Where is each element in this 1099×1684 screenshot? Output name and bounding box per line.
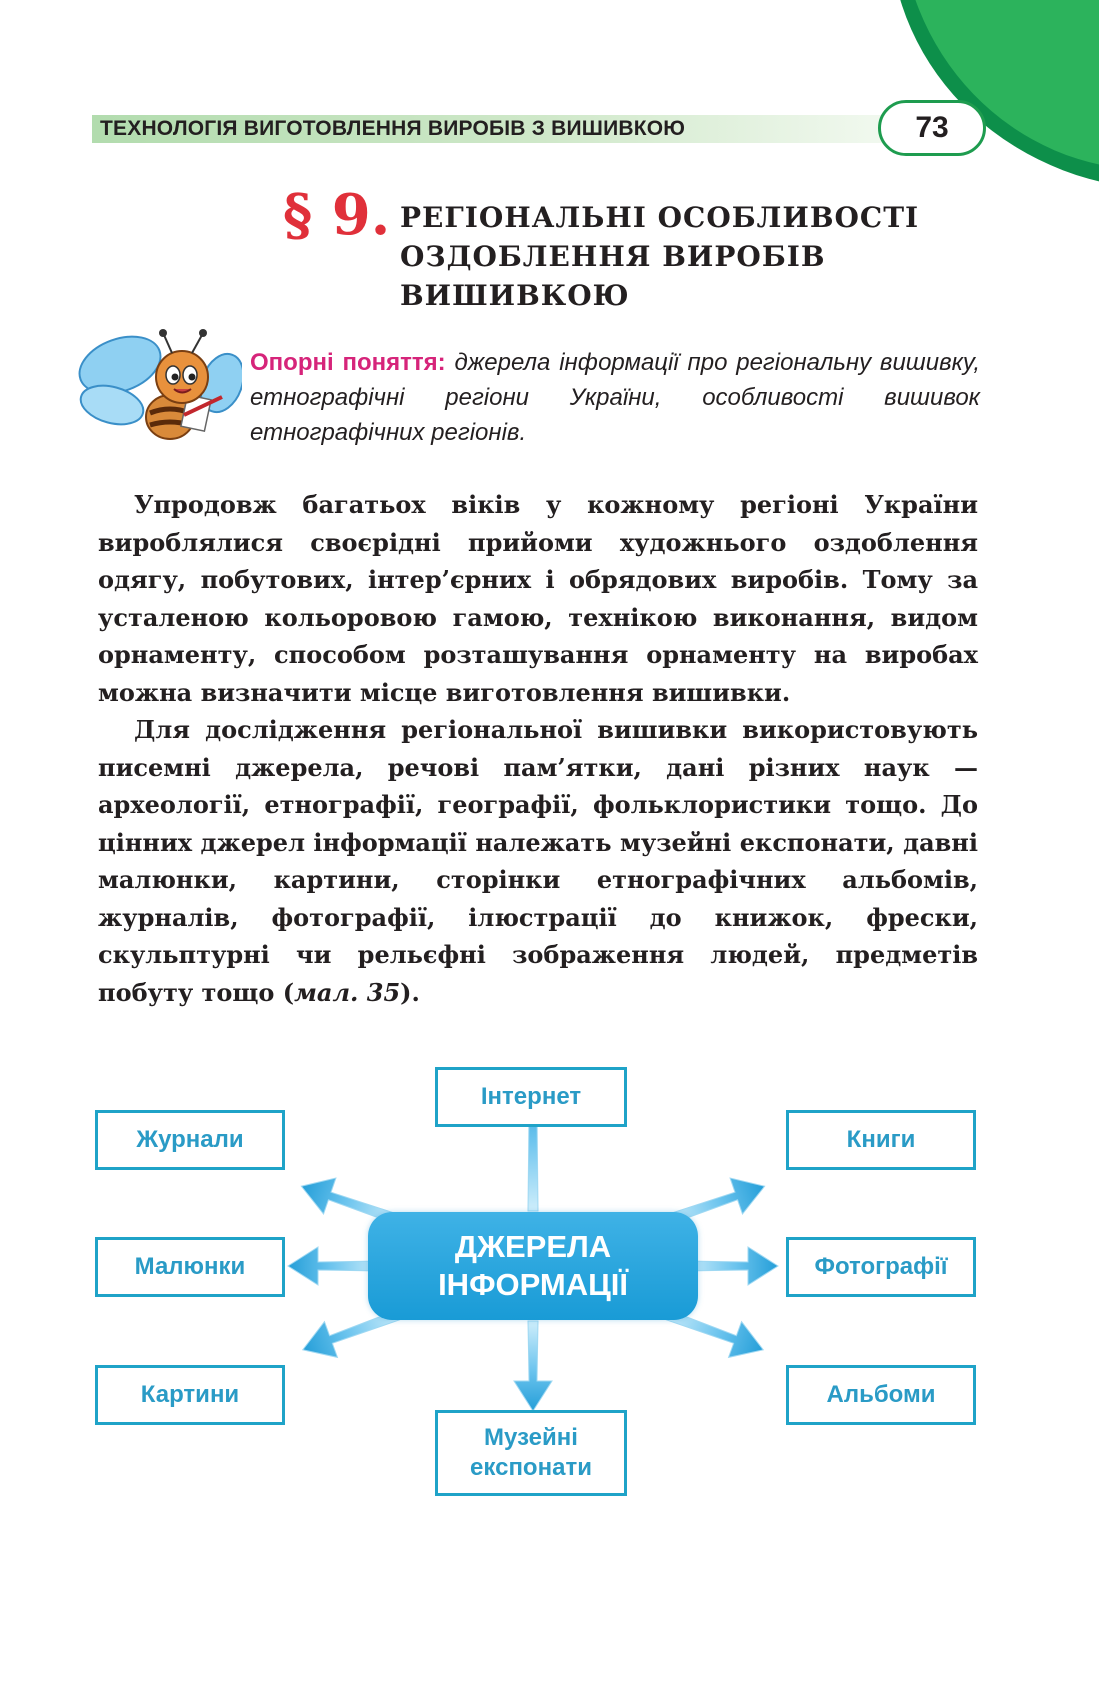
node-drawings: Малюнки xyxy=(95,1237,285,1297)
node-internet: Інтернет xyxy=(435,1067,627,1127)
node-museum-exhibits-line: експонати xyxy=(470,1454,592,1481)
node-books: Книги xyxy=(786,1110,976,1170)
section-title-line: РЕГІОНАЛЬНІ ОСОБЛИВОСТІ xyxy=(400,201,920,234)
section-number: § 9. xyxy=(283,182,391,248)
center-node-line: ІНФОРМАЦІЇ xyxy=(438,1267,628,1302)
key-concepts-text: джерела інформації про регіональну вишивку, етнографічні регіони України, особливості вишивок етнографічних регіонів. xyxy=(250,349,980,446)
node-paintings: Картини xyxy=(95,1365,285,1425)
center-node-line: ДЖЕРЕЛА xyxy=(454,1229,612,1264)
arrow-to-bottom xyxy=(514,1321,552,1411)
page-number: 73 xyxy=(878,100,986,156)
paragraph-end: ). xyxy=(400,977,420,1007)
section-title-line: ВИШИВКОЮ xyxy=(400,279,630,312)
node-museum-exhibits-line: Музейні xyxy=(484,1424,578,1451)
paragraph: Упродовж багатьох віків у кожному регіоні України вироблялися своєрідні прийоми художнього оздоблення одягу, побутових, інтер’єрних і обрядових виробів. Тому за усталеною кольоровою гамою, технікою виконання, видом орнаменту, способом розташування орнаменту на виробах можна визначити місце виготовлення вишивки. xyxy=(98,490,978,707)
key-concepts-label: Опорні поняття: xyxy=(250,349,446,376)
section-title-line: ОЗДОБЛЕННЯ ВИРОБІВ xyxy=(400,240,826,273)
center-node-information-sources xyxy=(368,1212,698,1320)
running-title: ТЕХНОЛОГІЯ ВИГОТОВЛЕННЯ ВИРОБІВ З ВИШИВКОЮ xyxy=(100,117,686,140)
node-photographs: Фотографії xyxy=(786,1237,976,1297)
paragraph-text: Для дослідження регіональної вишивки використовують писемні джерела, речові пам’ятки, дані різних наук — археології, етнографії, географії, фольклористики тощо. До цінних джерел інформації належать музейні експонати, давні малюнки, картини, сторінки етнографічних альбомів, журналів, фотографії, ілюстрації до книжок, фрески, скульптурні чи рельєфні зображення людей, предметів побуту тощо ( xyxy=(98,715,978,1007)
node-albums: Альбоми xyxy=(786,1365,976,1425)
figure-reference: мал. 35 xyxy=(294,977,401,1007)
node-magazines: Журнали xyxy=(95,1110,285,1170)
node-museum-exhibits xyxy=(435,1410,627,1496)
